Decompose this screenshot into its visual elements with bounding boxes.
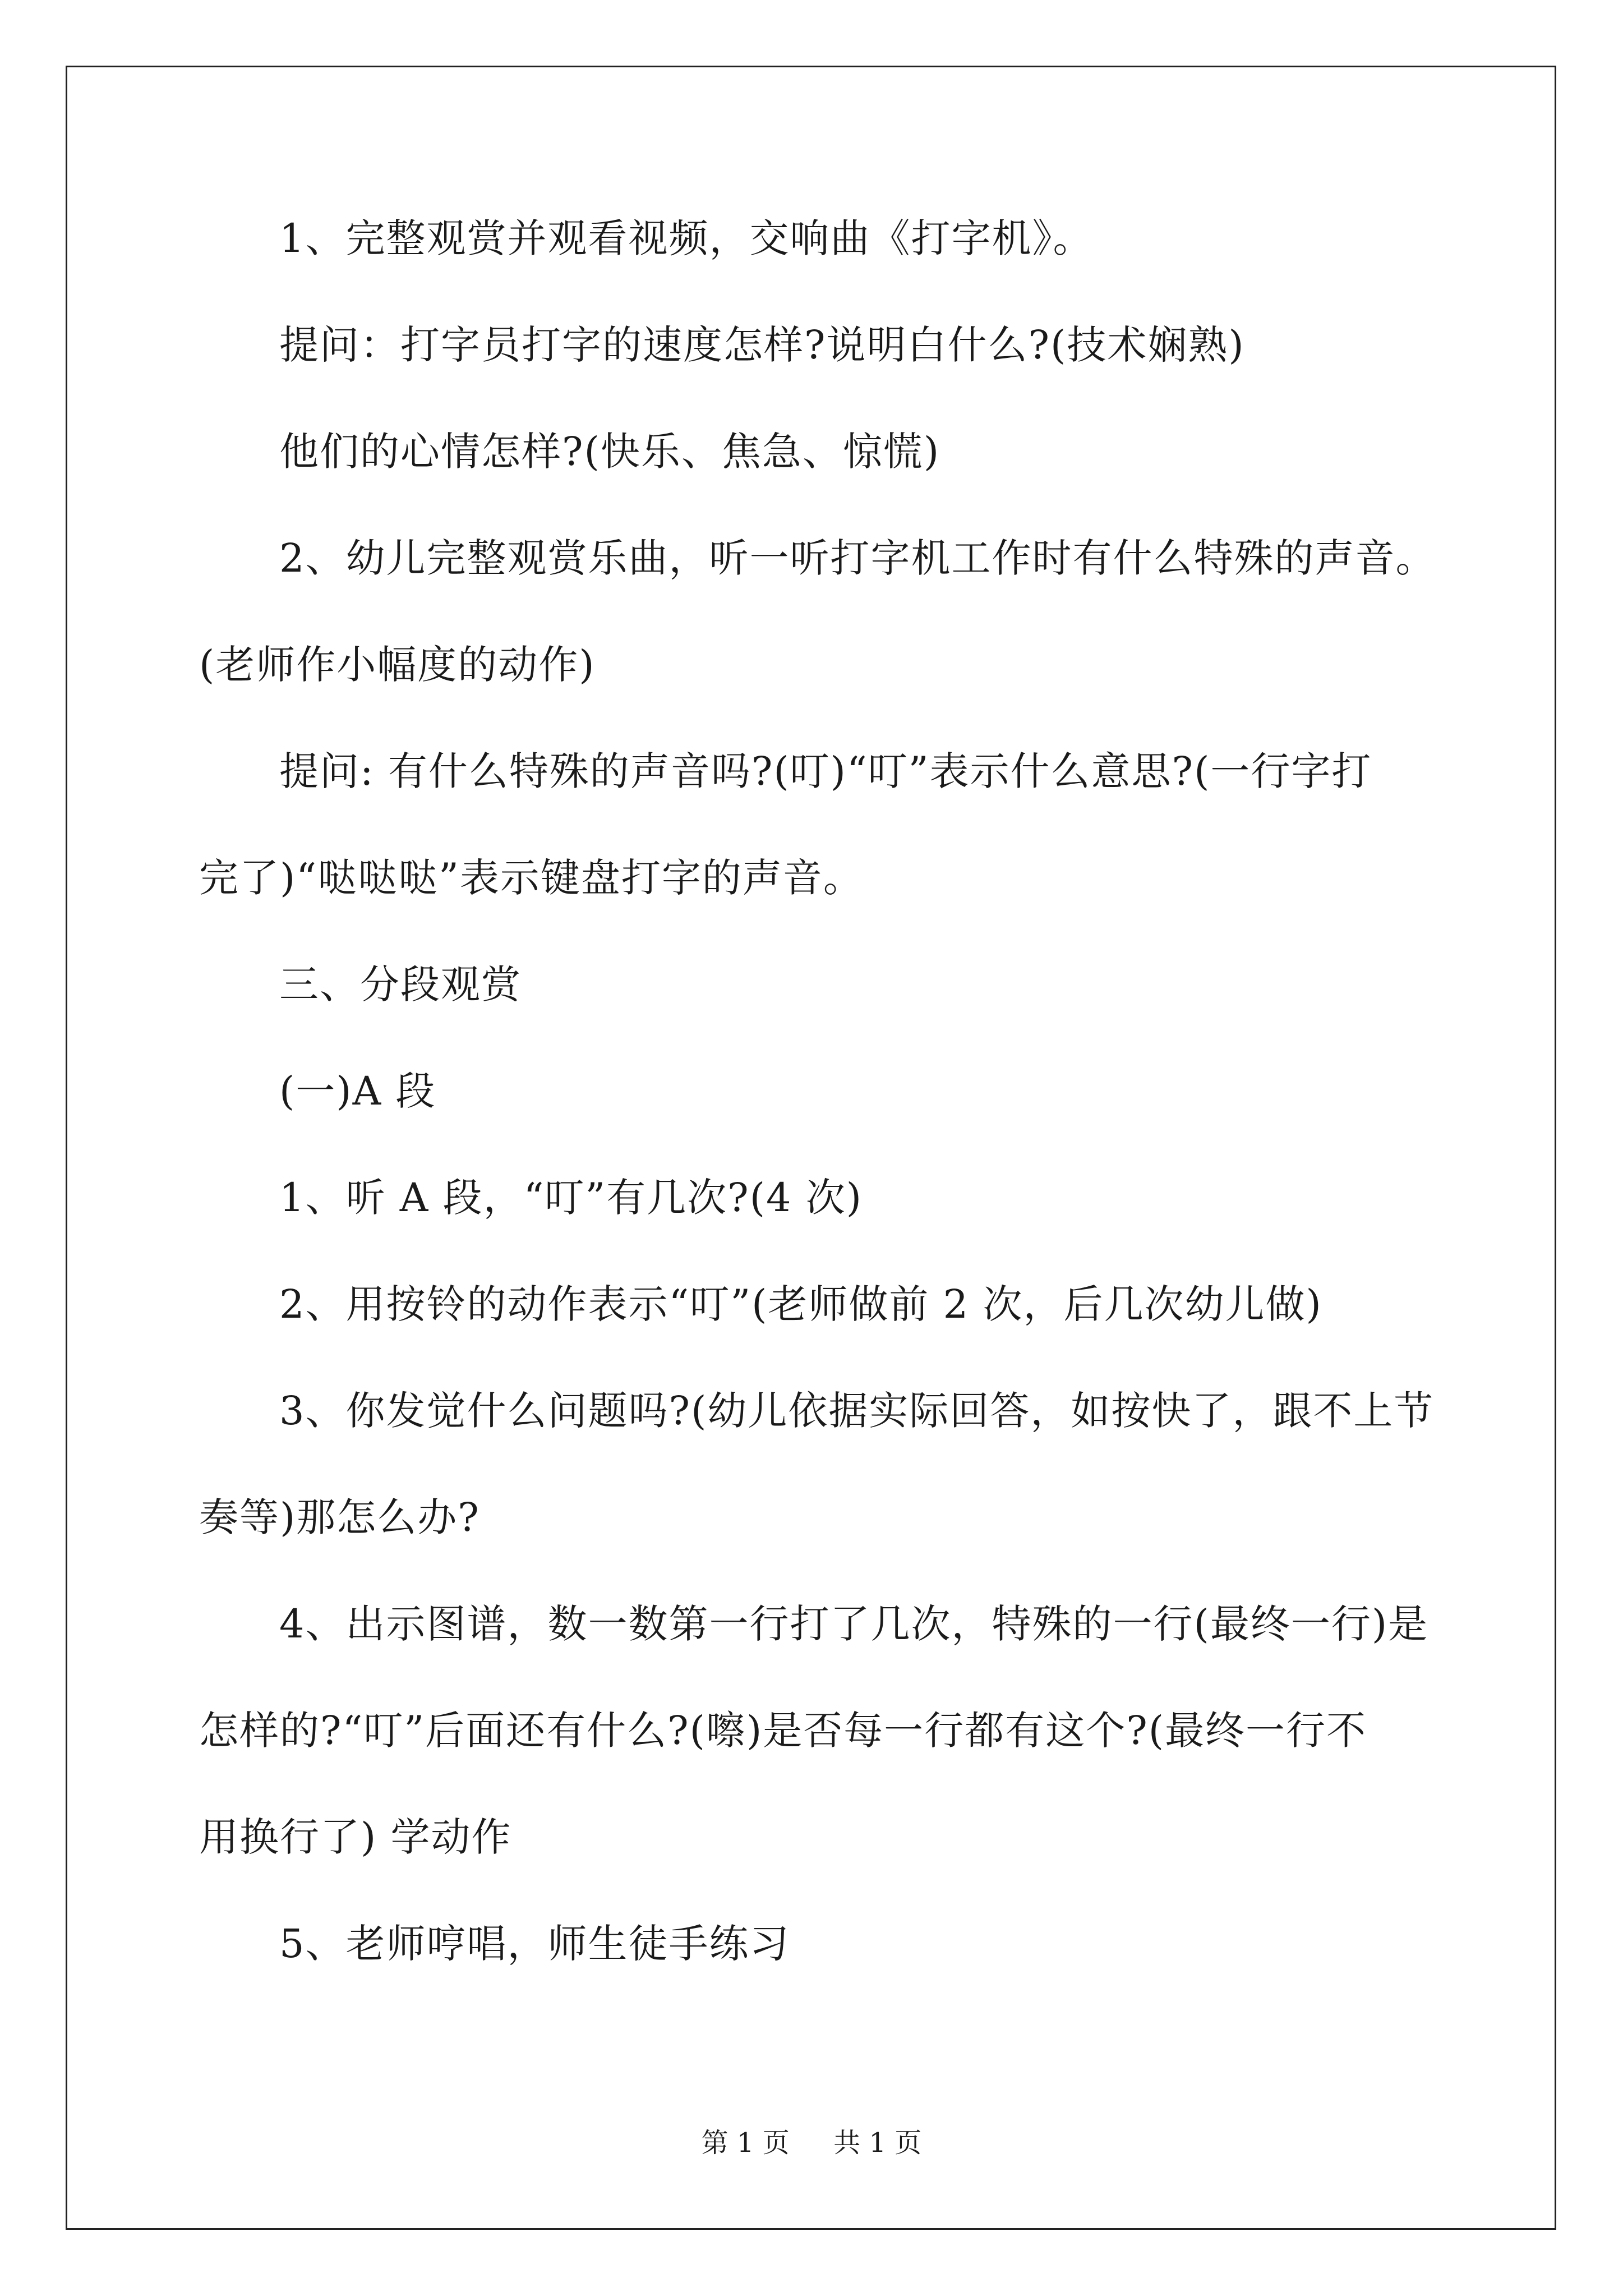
paragraph-line: 用换行了) 学动作 bbox=[199, 1814, 512, 1860]
document-body bbox=[199, 213, 1450, 1969]
paragraph-line: 5、老师哼唱，师生徒手练习 bbox=[279, 1921, 790, 1967]
page-footer bbox=[0, 2126, 1623, 2160]
paragraph-line: 2、用按铃的动作表示“叮”(老师做前 2 次，后几次幼儿做) bbox=[279, 1281, 1322, 1327]
paragraph-line: 他们的心情怎样?(快乐、焦急、惊慌) bbox=[279, 429, 940, 475]
paragraph-line: 怎样的?“叮”后面还有什么?(嚓)是否每一行都有这个?(最终一行不 bbox=[199, 1708, 1367, 1754]
paragraph-line: 3、你发觉什么问题吗?(幼儿依据实际回答，如按快了，跟不上节 bbox=[279, 1388, 1435, 1434]
paragraph-line: 提问: 有什么特殊的声音吗?(叮)“叮”表示什么意思?(一行字打 bbox=[279, 748, 1372, 794]
paragraph-line: 完了)“哒哒哒”表示键盘打字的声音。 bbox=[199, 855, 864, 901]
page-number-total: 共 1 页 bbox=[833, 2127, 922, 2159]
paragraph-line: (老师作小幅度的动作) bbox=[199, 642, 596, 688]
paragraph-line: 4、出示图谱，数一数第一行打了几次，特殊的一行(最终一行)是 bbox=[279, 1601, 1429, 1647]
section-heading: 三、分段观赏 bbox=[279, 961, 522, 1007]
paragraph-line: 提问：打字员打字的速度怎样?说明白什么?(技术娴熟) bbox=[279, 322, 1245, 368]
paragraph-line: 2、幼儿完整观赏乐曲，听一听打字机工作时有什么特殊的声音。 bbox=[279, 535, 1436, 581]
paragraph-line: 奏等)那怎么办? bbox=[199, 1494, 480, 1540]
page-number-current: 第 1 页 bbox=[701, 2127, 790, 2159]
subsection-heading: (一)A 段 bbox=[279, 1068, 436, 1114]
paragraph-line: 1、听 A 段，“叮”有几次?(4 次) bbox=[279, 1175, 863, 1221]
paragraph-line: 1、完整观赏并观看视频，交响曲《打字机》。 bbox=[279, 215, 1094, 261]
